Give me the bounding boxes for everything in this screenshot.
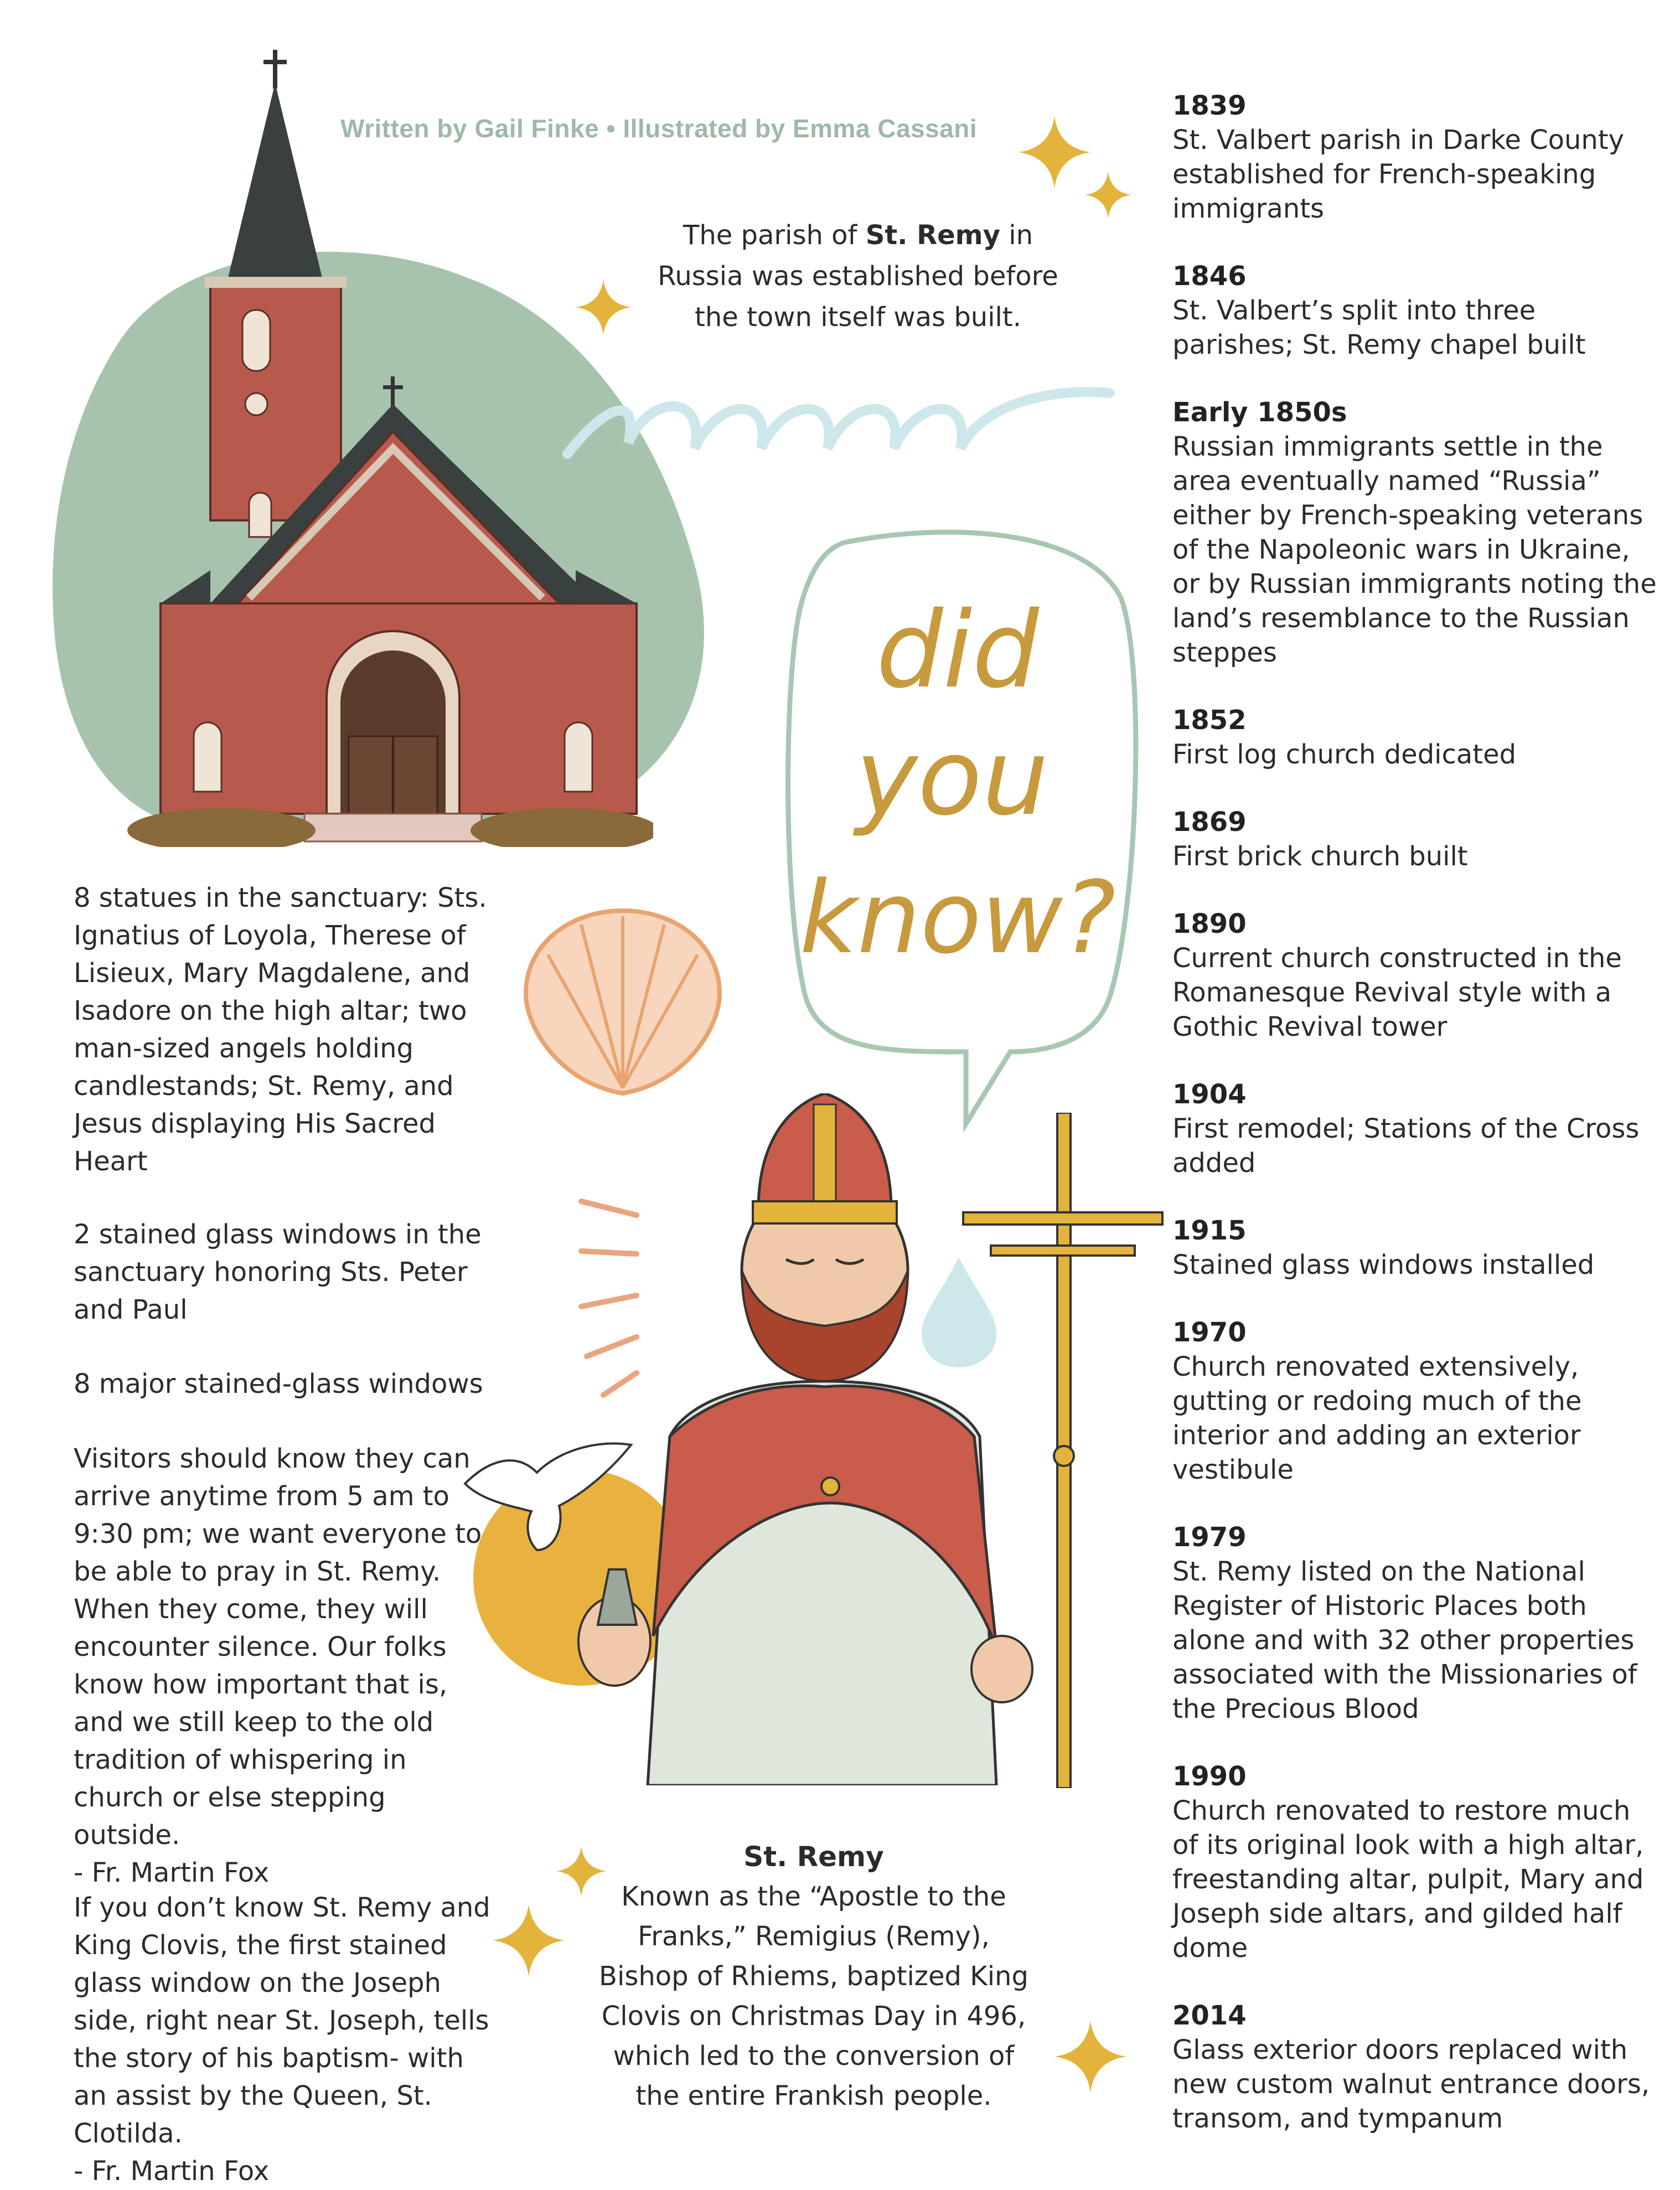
timeline-text: St. Valbert parish in Darke County established for French-speaking immigrants	[1172, 125, 1625, 224]
timeline-entry	[1172, 907, 1660, 1044]
intro-before: The parish of	[683, 220, 866, 251]
bubble-line-3: know?	[799, 860, 1116, 976]
timeline-year: 1970	[1172, 1317, 1247, 1348]
timeline-year: 2014	[1172, 2000, 1247, 2031]
caption-title: St. Remy	[743, 1841, 884, 1873]
scallop-shell-icon	[515, 900, 731, 1104]
timeline-year: 1890	[1172, 908, 1247, 939]
quote-attribution: - Fr. Martin Fox	[74, 2156, 270, 2187]
timeline-entry	[1172, 1077, 1660, 1180]
fact-clovis-quote	[74, 1889, 500, 2190]
timeline-entry	[1172, 1998, 1660, 2136]
bishop-illustration	[576, 1093, 1074, 1785]
intro-text	[642, 215, 1074, 338]
timeline-text: St. Valbert’s split into three parishes; St. Remy chapel built	[1172, 295, 1586, 360]
timeline-entry	[1172, 395, 1660, 670]
bubble-line-2: you	[855, 716, 1049, 839]
timeline-year: 1904	[1172, 1079, 1247, 1110]
fact-sanctuary-windows: 2 stained glass windows in the sanctuary honoring Sts. Peter and Paul	[74, 1219, 482, 1325]
caption-text: Known as the “Apostle to the Franks,” Remigius (Remy), Bishop of Rhiems, baptized King Clovis on Christmas Day in 496, which led to the conversion of the entire Frankish people.	[599, 1881, 1028, 2111]
intro-after: in Russia was established before the town itself was built.	[658, 220, 1058, 333]
quote-text: Visitors should know they can arrive anytime from 5 am to 9:30 pm; we want everyone to be able to pray in St. Remy. When they come, they will encounter silence. Our folks know how important that is, and we still keep to the old tradition of whispering in church or else stepping outside.	[74, 1443, 482, 1851]
timeline-year: 1915	[1172, 1215, 1247, 1246]
sparkle-icon	[493, 1904, 565, 1976]
timeline-text: First brick church built	[1172, 841, 1468, 872]
wave-decoration	[562, 371, 1115, 482]
sparkle-icon	[1085, 172, 1131, 218]
fact-statues: 8 statues in the sanctuary: Sts. Ignatius of Loyola, Therese of Lisieux, Mary Magdalene, and Isadore on the high altar; two man-sized angels holding candlestands; St. Remy, and Jesus displaying His Sacred Heart	[74, 882, 487, 1177]
timeline-text: First remodel; Stations of the Cross added	[1172, 1113, 1640, 1179]
timeline-year: 1846	[1172, 261, 1247, 292]
timeline-text: Church renovated extensively, gutting or redoing much of the interior and adding an exterior vestibule	[1172, 1351, 1582, 1485]
timeline-text: Glass exterior doors replaced with new custom walnut entrance doors, transom, and tympanum	[1172, 2034, 1650, 2134]
timeline-year: 1869	[1172, 807, 1247, 838]
timeline-entry	[1172, 703, 1660, 772]
timeline-entry	[1172, 1315, 1660, 1487]
timeline-entry	[1172, 1759, 1660, 1965]
sparkle-icon	[576, 280, 631, 335]
timeline-text: Current church constructed in the Romanesque Revival style with a Gothic Revival tower	[1172, 943, 1622, 1042]
timeline-entry	[1172, 259, 1660, 362]
timeline-year: 1990	[1172, 1761, 1247, 1792]
quote-attribution: - Fr. Martin Fox	[74, 1857, 270, 1888]
did-you-know-heading	[797, 576, 1129, 996]
st-remy-caption	[598, 1837, 1030, 2116]
byline: Written by Gail Finke • Illustrated by Emma Cassani	[340, 114, 978, 143]
quote-text: If you don’t know St. Remy and King Clovis, the first stained glass window on the Joseph side, right near St. Joseph, tells the story of his baptism- with an assist by the Queen, St. Clotilda.	[74, 1892, 490, 2149]
timeline-text: Stained glass windows installed	[1172, 1249, 1595, 1280]
timeline-text: St. Remy listed on the National Register of Historic Places both alone and with 32 other properties associated with the Missionaries of the Precious Blood	[1172, 1556, 1637, 1724]
sparkle-icon	[1054, 2021, 1126, 2093]
fact-visitors-quote	[74, 1440, 500, 1892]
bubble-line-1: did	[876, 589, 1039, 711]
timeline-year: 1852	[1172, 705, 1247, 736]
timeline-text: Church renovated to restore much of its original look with a high altar, freestanding altar, pulpit, Mary and Joseph side altars, and gilded half dome	[1172, 1795, 1644, 1964]
timeline-entry	[1172, 1520, 1660, 1726]
intro-parish-name: St. Remy	[865, 220, 1000, 251]
sparkle-icon	[1019, 116, 1090, 188]
timeline	[1172, 89, 1660, 2169]
timeline-entry	[1172, 89, 1660, 226]
timeline-year: 1839	[1172, 90, 1247, 121]
timeline-entry	[1172, 1213, 1660, 1282]
fact-major-windows: 8 major stained-glass windows	[74, 1368, 483, 1399]
timeline-year: Early 1850s	[1172, 397, 1347, 428]
timeline-entry	[1172, 805, 1660, 874]
timeline-text: Russian immigrants settle in the area eventually named “Russia” either by French-speaking veterans of the Napoleonic wars in Ukraine, or by Russian immigrants noting the land’s resemblance to the Russian steppes	[1172, 431, 1657, 668]
timeline-year: 1979	[1172, 1522, 1247, 1553]
timeline-text: First log church dedicated	[1172, 739, 1517, 770]
